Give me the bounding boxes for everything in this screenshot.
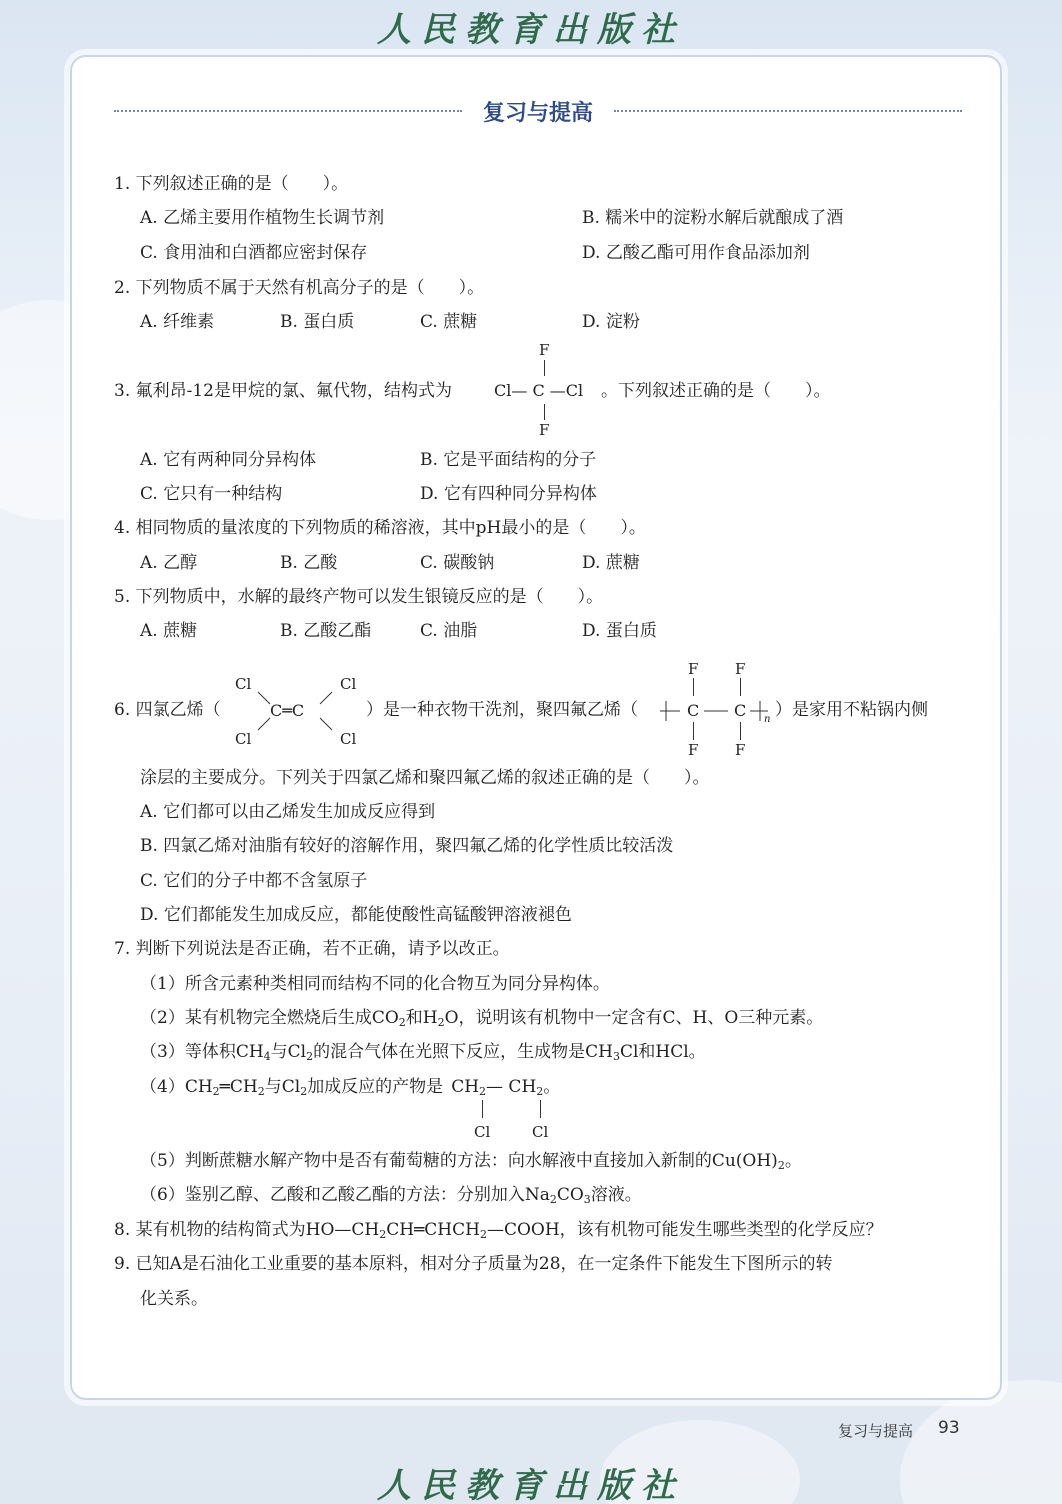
q1-option-b: B. 糯米中的淀粉水解后就酿成了酒 — [582, 208, 844, 228]
q2-option-c: C. 蔗糖 — [420, 312, 478, 332]
q6-cl-bottom-right: Cl — [340, 730, 357, 748]
q3-struct-center: Cl— C —Cl — [494, 381, 584, 400]
q4-stem: 4. 相同物质的量浓度的下列物质的稀溶液，其中pH最小的是（ ）。 — [114, 518, 646, 538]
q5-option-b: B. 乙酸乙酯 — [280, 621, 372, 641]
q6-option-a: A. 它们都可以由乙烯发生加成反应得到 — [140, 802, 436, 822]
q5-option-a: A. 蔗糖 — [140, 621, 198, 641]
q7-product-cl-1: Cl — [474, 1123, 491, 1141]
q6-stem-pre: 6. 四氯乙烯（ — [114, 700, 221, 720]
q6-cl-top-left: Cl — [235, 675, 252, 693]
q2-option-d: D. 淀粉 — [582, 312, 640, 332]
q4-option-b: B. 乙酸 — [280, 553, 338, 573]
q3-struct-bottom-f: F — [539, 421, 550, 439]
divider-right — [614, 110, 962, 112]
footer-section-label: 复习与提高 — [838, 1422, 914, 1440]
q7-statement-1: （1）所含元素种类相同而结构不同的化合物互为同分异构体。 — [140, 974, 610, 994]
q3-struct-top-f: F — [539, 341, 550, 359]
q8-stem: 8. 某有机物的结构简式为$HO—CH_2CH═CHCH_2—COOH$，该有机物可能发生哪些类型的化学反应？ — [114, 1220, 883, 1241]
q3-bond-bottom — [544, 404, 545, 420]
q6-f-bottom-1: F — [688, 741, 699, 759]
q4-option-c: C. 碳酸钠 — [420, 553, 495, 573]
page-number: 93 — [938, 1418, 960, 1438]
q7-bond-1 — [482, 1100, 483, 1118]
q6-option-b: B. 四氯乙烯对油脂有较好的溶解作用，聚四氟乙烯的化学性质比较活泼 — [140, 836, 674, 856]
q6-subscript-n: n — [764, 714, 771, 725]
q6-c-2: C — [734, 701, 747, 720]
q9-stem-line1: 9. 已知A是石油化工业重要的基本原料，相对分子质量为28，在一定条件下能发生下图所示的转 — [114, 1254, 833, 1274]
q7-statement-5: （5）判断蔗糖水解产物中是否有葡萄糖的方法：向水解液中直接加入新制的$Cu(OH)_2$。 — [140, 1151, 802, 1172]
q3-bond-top — [544, 360, 545, 376]
q4-option-a: A. 乙醇 — [140, 553, 198, 573]
q7-bond-2 — [540, 1100, 541, 1118]
q7-statement-3: （3）等体积$CH_4$与$Cl_2$的混合气体在光照下反应，生成物是$CH_3Cl$和HCl。 — [140, 1042, 706, 1063]
q6-f-top-1: F — [688, 660, 699, 678]
q6-cl-bottom-left: Cl — [235, 730, 252, 748]
q6-f-bottom-2: F — [735, 741, 746, 759]
q1-option-a: A. 乙烯主要用作植物生长调节剂 — [140, 208, 385, 228]
q1-stem: 1. 下列叙述正确的是（ ）。 — [114, 174, 349, 194]
q3-option-a: A. 它有两种同分异构体 — [140, 450, 317, 470]
q6-bond-bottom-2 — [740, 722, 741, 740]
q6-c-double-bond-c: C═C — [270, 701, 305, 720]
q1-option-d: D. 乙酸乙酯可用作食品添加剂 — [582, 243, 810, 263]
q6-cl-top-right: Cl — [340, 675, 357, 693]
q6-stem-line2: 涂层的主要成分。下列关于四氯乙烯和聚四氟乙烯的叙述正确的是（ ）。 — [140, 768, 710, 788]
publisher-watermark-top: 人民教育出版社 — [377, 10, 685, 50]
section-header — [114, 96, 962, 126]
q6-stem-post: ）是家用不粘锅内侧 — [775, 700, 928, 720]
q6-option-c: C. 它们的分子中都不含氢原子 — [140, 871, 368, 891]
q1-option-c: C. 食用油和白酒都应密封保存 — [140, 243, 368, 263]
q5-stem: 5. 下列物质中，水解的最终产物可以发生银镜反应的是（ ）。 — [114, 587, 604, 607]
q5-option-d: D. 蛋白质 — [582, 621, 657, 641]
q6-f-top-2: F — [735, 660, 746, 678]
q6-c-1: C — [687, 701, 700, 720]
q5-option-c: C. 油脂 — [420, 621, 478, 641]
q4-option-d: D. 蔗糖 — [582, 553, 640, 573]
q3-option-d: D. 它有四种同分异构体 — [420, 484, 597, 504]
q3-option-b: B. 它是平面结构的分子 — [420, 450, 597, 470]
q7-stem: 7. 判断下列说法是否正确，若不正确，请予以改正。 — [114, 939, 510, 959]
q3-stem-pre: 3. 氟利昂-12是甲烷的氯、氟代物，结构式为 — [114, 381, 452, 401]
q3-stem-post: 。下列叙述正确的是（ ）。 — [601, 381, 831, 401]
publisher-watermark-bottom: 人民教育出版社 — [377, 1466, 685, 1504]
section-title: 复习与提高 — [482, 101, 593, 126]
q2-stem: 2. 下列物质不属于天然有机高分子的是（ ）。 — [114, 278, 485, 298]
q6-bond-bottom-1 — [693, 722, 694, 740]
q9-stem-line2: 化关系。 — [140, 1289, 208, 1309]
q6-bond-top-1 — [693, 678, 694, 696]
q7-statement-6: （6）鉴别乙醇、乙酸和乙酸乙酯的方法：分别加入$Na_2CO_3$溶液。 — [140, 1185, 642, 1206]
q3-option-c: C. 它只有一种结构 — [140, 484, 283, 504]
q7-statement-4: $(4)CH_2═CH_2$与$Cl_2$加成反应的产物是 $CH_2—$ $CH_2$。 — [140, 1077, 561, 1098]
q6-stem-mid: ）是一种衣物干洗剂，聚四氟乙烯（ — [366, 700, 638, 720]
q2-option-a: A. 纤维素 — [140, 312, 215, 332]
q7-statement-2: （2）某有机物完全燃烧后生成$CO_2$和$H_2O$，说明该有机物中一定含有C、H、O三种元素。 — [140, 1008, 824, 1029]
q7-product-cl-2: Cl — [532, 1123, 549, 1141]
q6-polymer-brackets — [660, 698, 770, 724]
q2-option-b: B. 蛋白质 — [280, 312, 355, 332]
q6-option-d: D. 它们都能发生加成反应，都能使酸性高锰酸钾溶液褪色 — [140, 905, 572, 925]
q6-bond-top-2 — [740, 678, 741, 696]
